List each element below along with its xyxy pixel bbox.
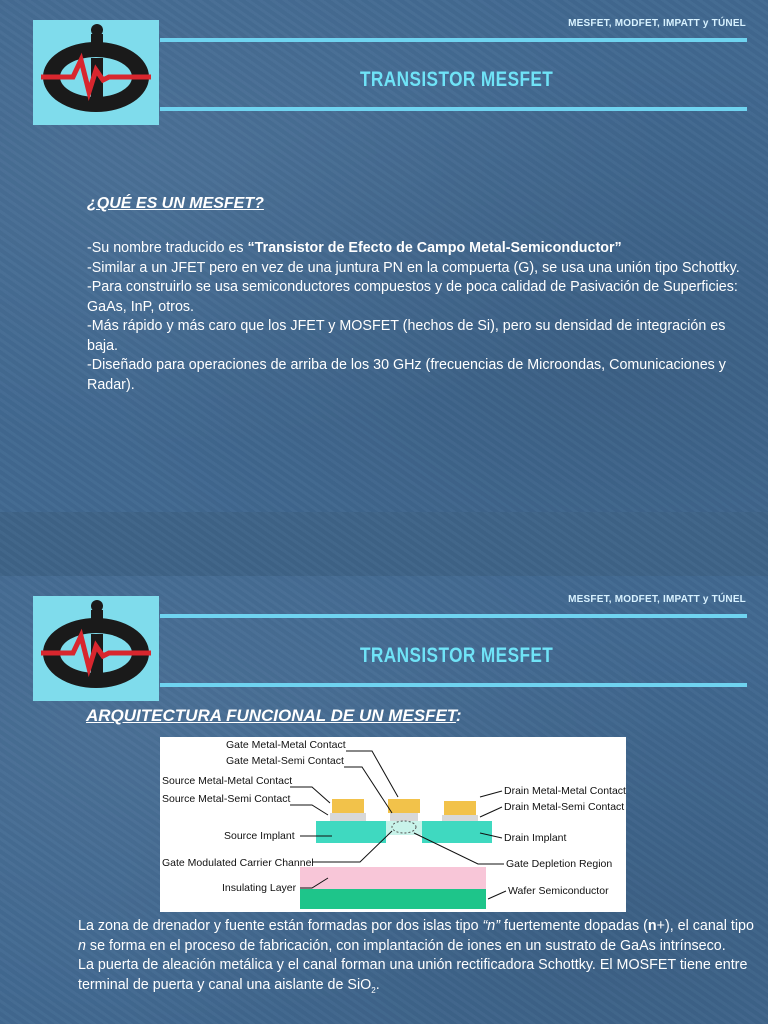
label-gate-depletion: Gate Depletion Region xyxy=(506,858,613,870)
label-drain-implant: Drain Implant xyxy=(504,832,567,844)
source-semi-contact xyxy=(330,813,366,821)
architecture-heading: ARQUITECTURA FUNCIONAL DE UN MESFET: xyxy=(86,706,462,725)
logo xyxy=(33,20,159,125)
body-text xyxy=(87,239,747,395)
line-frequency: -Diseñado para operaciones de arriba de los 30 GHz (frecuencias de Microondas, Comunicaciones y Radar). xyxy=(87,357,726,393)
header-rule-top xyxy=(160,614,747,618)
body-text xyxy=(78,917,758,1000)
paragraph-schottky: La puerta de aleación metálica y el canal forman una unión rectificadora Schottky. El MOSFET tiene entre terminal de puerta y canal una aislante de SiO$_2$. xyxy=(78,957,748,995)
slide-gap xyxy=(0,512,768,576)
channel xyxy=(386,821,422,835)
header-rule-bottom xyxy=(160,107,747,111)
label-gate-metal-semi: Gate Metal-Semi Contact xyxy=(226,755,344,767)
institution-logo-icon xyxy=(33,20,159,125)
drain-implant xyxy=(422,821,492,843)
source-implant xyxy=(316,821,386,843)
line-speed: -Más rápido y más caro que los JFET y MOSFET (hechos de Si), pero su densidad de integración es baja. xyxy=(87,318,726,354)
wafer-layer xyxy=(300,889,486,909)
paragraph-islands: La zona de drenador y fuente están formadas por dos islas tipo “n” fuertemente dopadas (n+), el canal tipo n se forma en el proceso de fabricación, con implantación de iones en un sustrato de GaAs intrínseco. xyxy=(78,918,754,954)
logo xyxy=(33,596,159,701)
drain-metal-contact xyxy=(444,801,476,815)
slide-2 xyxy=(0,576,768,1024)
header-rule-top xyxy=(160,38,747,42)
label-drain-metal-metal: Drain Metal-Metal Contact xyxy=(504,785,626,797)
label-insulating: Insulating Layer xyxy=(222,882,297,894)
slide-title: TRANSISTOR MESFET xyxy=(360,68,554,91)
header-rule-bottom xyxy=(160,683,747,687)
label-gate-channel: Gate Modulated Carrier Channel xyxy=(162,857,314,869)
label-source-implant: Source Implant xyxy=(224,830,295,842)
label-drain-metal-semi: Drain Metal-Semi Contact xyxy=(504,801,625,813)
slide-tag: MESFET, MODFET, IMPATT y TÚNEL xyxy=(568,18,746,29)
label-gate-metal-metal: Gate Metal-Metal Contact xyxy=(226,739,346,751)
mesfet-diagram xyxy=(160,737,626,912)
line-materials: -Para construirlo se usa semiconductores compuestos y de poca calidad de Pasivación de Superficies: GaAs, InP, otros. xyxy=(87,279,738,315)
drain-semi-contact xyxy=(442,815,478,821)
gate-semi-contact xyxy=(390,813,418,821)
section-question: ¿QUÉ ES UN MESFET? xyxy=(87,195,264,212)
source-metal-contact xyxy=(332,799,364,813)
line-name: -Su nombre traducido es “Transistor de Efecto de Campo Metal-Semiconductor” xyxy=(87,240,622,256)
slide-title: TRANSISTOR MESFET xyxy=(360,644,554,667)
label-source-metal-semi: Source Metal-Semi Contact xyxy=(162,793,291,805)
label-wafer: Wafer Semiconductor xyxy=(508,885,609,897)
gate-metal-contact xyxy=(388,799,420,813)
line-schottky: -Similar a un JFET pero en vez de una juntura PN en la compuerta (G), se usa una unión tipo Schottky. xyxy=(87,259,740,276)
slide-tag: MESFET, MODFET, IMPATT y TÚNEL xyxy=(568,594,746,605)
institution-logo-icon xyxy=(33,596,159,701)
label-source-metal-metal: Source Metal-Metal Contact xyxy=(162,775,293,787)
full-name: “Transistor de Efecto de Campo Metal-Semiconductor” xyxy=(247,240,622,256)
